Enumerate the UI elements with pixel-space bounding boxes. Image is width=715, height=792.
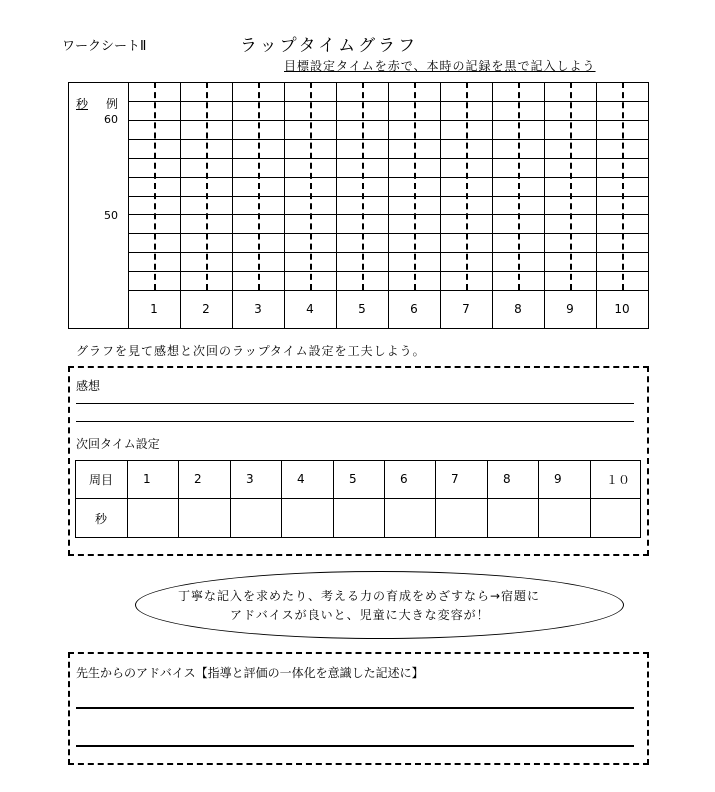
lap-number-label: 3 bbox=[254, 302, 262, 316]
grid-dashed-lap-line bbox=[518, 82, 520, 290]
lap-number-label: 4 bbox=[306, 302, 314, 316]
table-lap-number: 4 bbox=[297, 472, 305, 486]
worksheet-label: ワークシートⅡ bbox=[62, 39, 147, 54]
table-lap-number: 3 bbox=[246, 472, 254, 486]
advice-line-2 bbox=[76, 745, 634, 747]
next-time-label: 次回タイム設定 bbox=[76, 437, 160, 451]
callout-line-2: アドバイスが良いと、児童に大きな変容が！ bbox=[230, 608, 490, 622]
table-seconds-input[interactable] bbox=[127, 498, 178, 538]
table-header-sec: 秒 bbox=[94, 511, 107, 526]
table-seconds-input[interactable] bbox=[281, 498, 332, 538]
table-lap-number: 8 bbox=[503, 472, 511, 486]
table-lap-number: 7 bbox=[451, 472, 459, 486]
grid-dashed-lap-line bbox=[154, 82, 156, 290]
table-seconds-input[interactable] bbox=[230, 498, 281, 538]
advice-label: 先生からのアドバイス【指導と評価の一体化を意識した記述に】 bbox=[76, 666, 424, 680]
table-header-lap: 周目 bbox=[88, 472, 113, 487]
table-lap-number: １０ bbox=[606, 472, 631, 487]
lap-number-label: 2 bbox=[202, 302, 210, 316]
grid-dashed-lap-line bbox=[622, 82, 624, 290]
table-lap-number: 5 bbox=[349, 472, 357, 486]
grid-dashed-lap-line bbox=[570, 82, 572, 290]
grid-dashed-lap-line bbox=[466, 82, 468, 290]
table-lap-number: 2 bbox=[194, 472, 202, 486]
table-lap-number: 6 bbox=[400, 472, 408, 486]
advice-line-1 bbox=[76, 707, 634, 709]
lap-number-label: 5 bbox=[358, 302, 366, 316]
lap-number-label: 6 bbox=[410, 302, 418, 316]
table-lap-number: 9 bbox=[554, 472, 562, 486]
page-title: ラップタイムグラフ bbox=[240, 36, 419, 56]
callout-ellipse bbox=[135, 571, 624, 639]
callout-line-1: 丁寧な記入を求めたり、考える力の育成をめざすなら→宿題に bbox=[178, 589, 541, 603]
impression-line-2 bbox=[76, 421, 634, 422]
lap-number-label: 10 bbox=[614, 302, 630, 316]
table-seconds-input[interactable] bbox=[590, 498, 641, 538]
table-seconds-input[interactable] bbox=[487, 498, 538, 538]
table-lap-number: 1 bbox=[143, 472, 151, 486]
grid-dashed-lap-line bbox=[362, 82, 364, 290]
table-seconds-input[interactable] bbox=[384, 498, 435, 538]
y-unit-label: 秒 bbox=[76, 97, 89, 111]
y-label-60: 60 bbox=[104, 113, 118, 126]
instruction-text: 目標設定タイムを赤で、本時の記録を黒で記入しよう bbox=[284, 59, 596, 73]
impression-line-1 bbox=[76, 403, 634, 404]
lap-number-label: 1 bbox=[150, 302, 158, 316]
grid-dashed-lap-line bbox=[206, 82, 208, 290]
grid-dashed-lap-line bbox=[310, 82, 312, 290]
legend-example-label: 例 bbox=[106, 97, 119, 111]
grid-dashed-lap-line bbox=[414, 82, 416, 290]
lap-number-label: 9 bbox=[566, 302, 574, 316]
table-seconds-input[interactable] bbox=[435, 498, 486, 538]
y-label-50: 50 bbox=[104, 209, 118, 222]
reflection-prompt: グラフを見て感想と次回のラップタイム設定を工夫しよう。 bbox=[76, 344, 426, 358]
impression-label: 感想 bbox=[76, 379, 101, 393]
grid-dashed-lap-line bbox=[258, 82, 260, 290]
table-seconds-input[interactable] bbox=[333, 498, 384, 538]
table-seconds-input[interactable] bbox=[178, 498, 229, 538]
table-seconds-input[interactable] bbox=[538, 498, 589, 538]
lap-number-label: 8 bbox=[514, 302, 522, 316]
lap-number-label: 7 bbox=[462, 302, 470, 316]
